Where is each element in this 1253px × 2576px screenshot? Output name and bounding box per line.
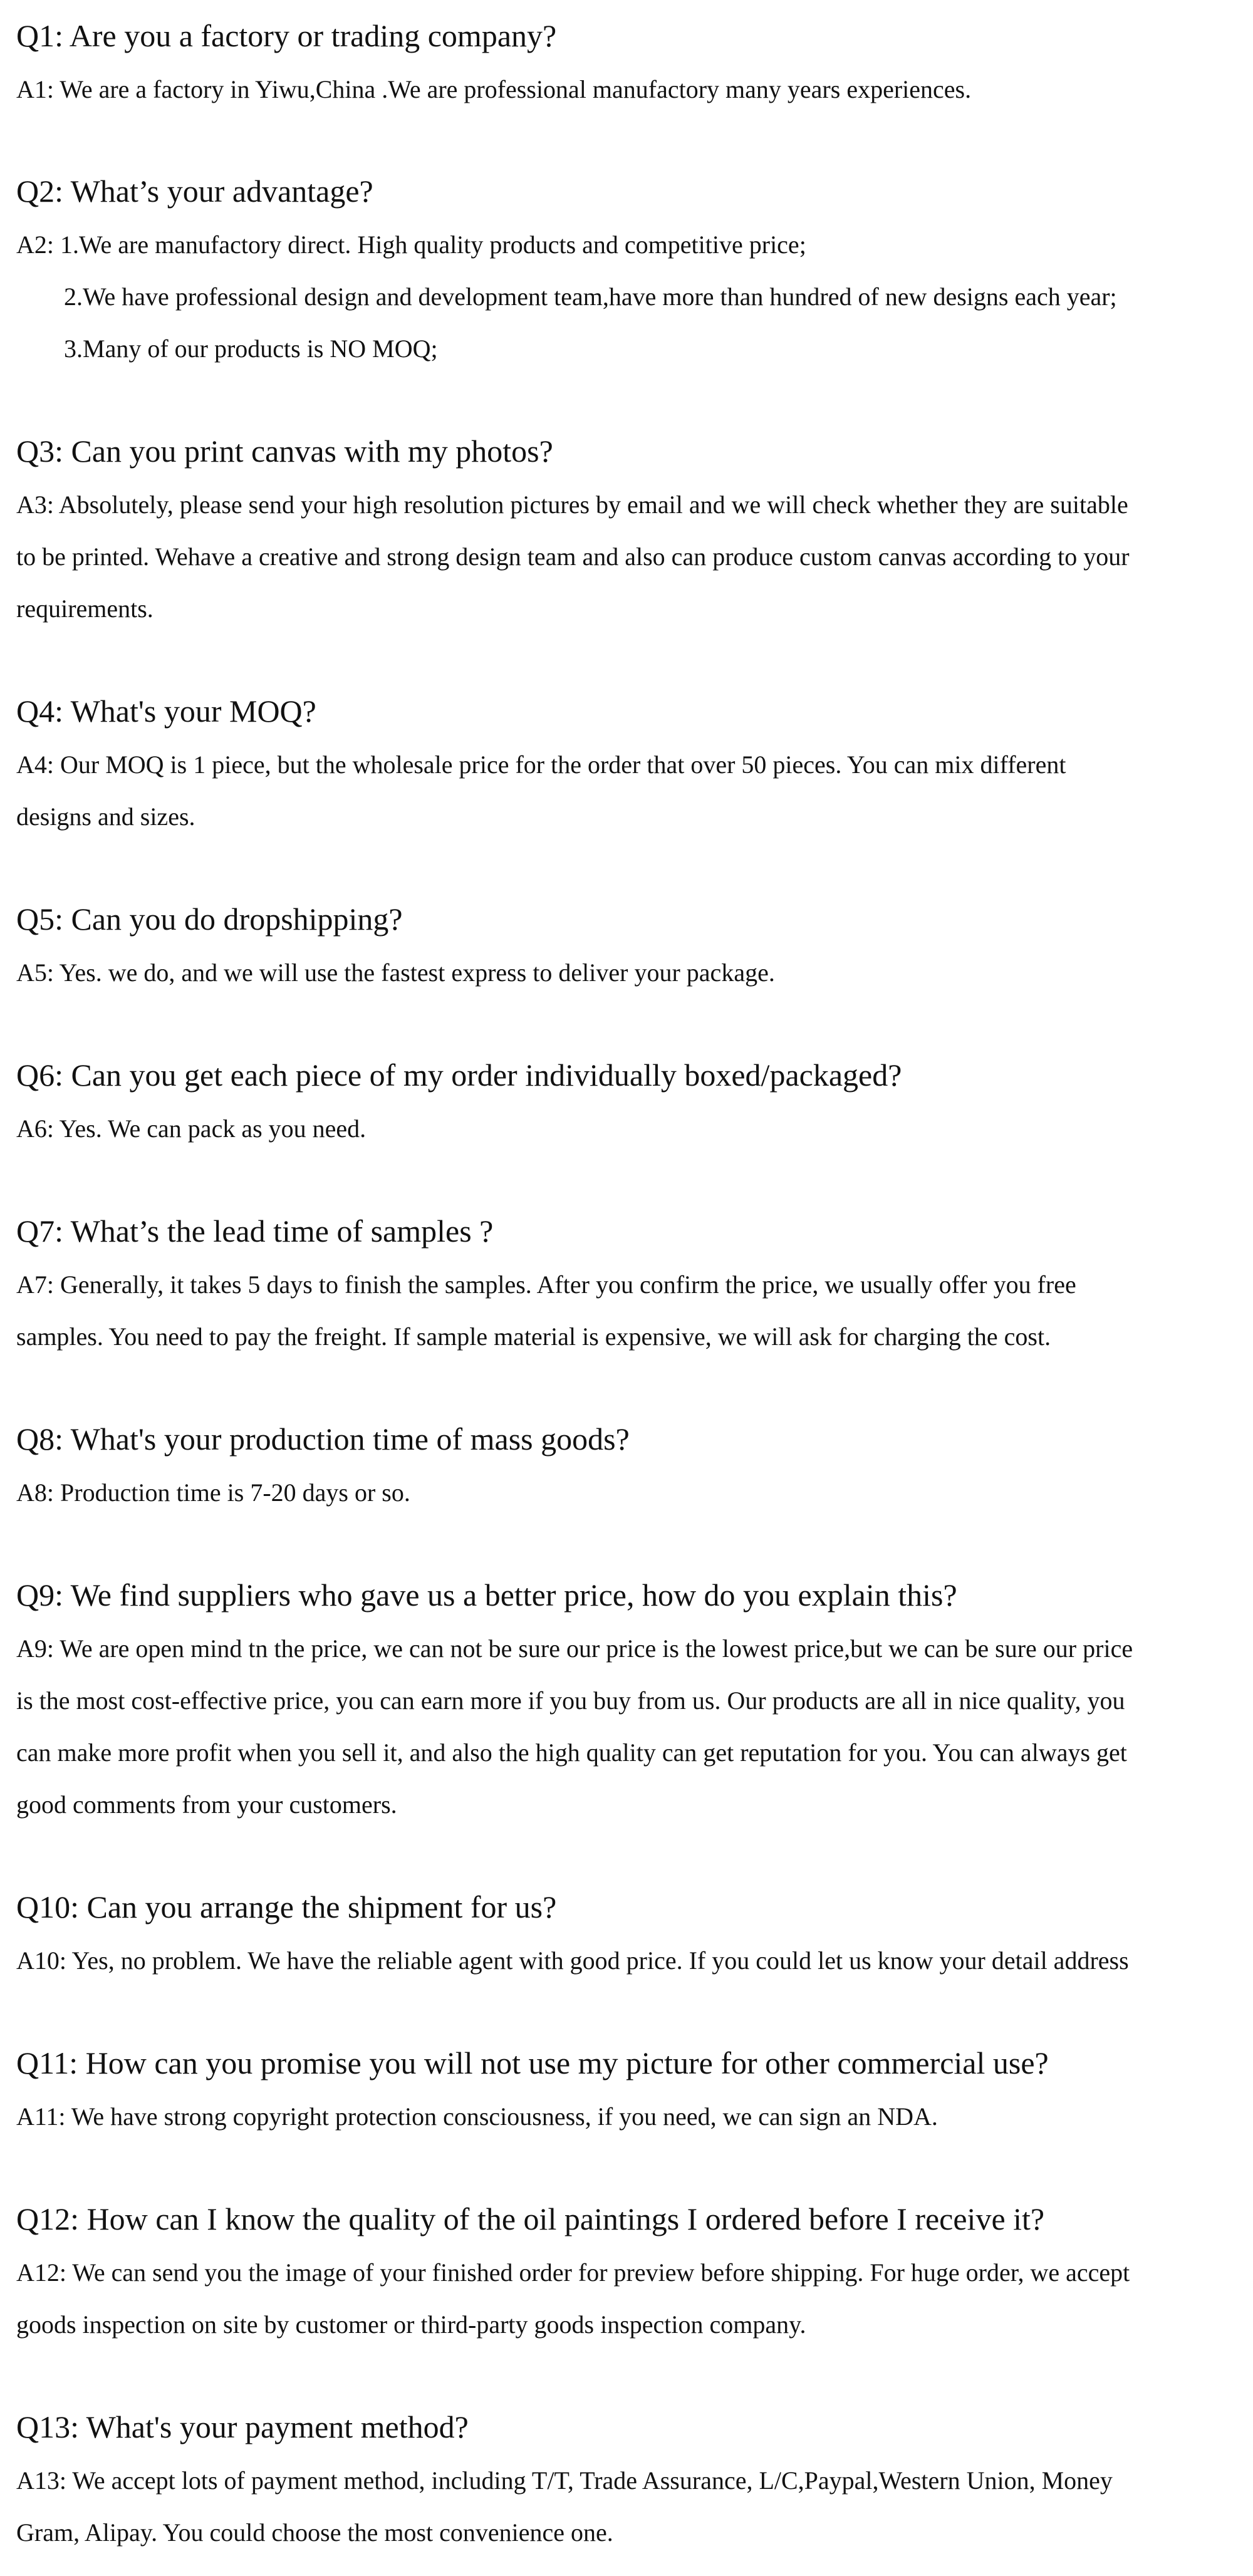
question-4: Q4: What's your MOQ? [16,693,316,729]
answer-3 [16,479,1241,635]
answer-13 [16,2454,1241,2558]
answer-2-line-1: A2: 1.We are manufactory direct. High quality products and competitive price; [16,231,806,259]
answer-2-line-3: 3.Many of our products is NO MOQ; [64,335,438,363]
faq-item-9 [16,1576,1241,1831]
answer-12-line-1: A12: We can send you the image of your finished order for preview before shipping. For huge order, we accept [16,2258,1130,2287]
answer-8 [16,1467,1241,1519]
faq-item-1 [16,17,1241,115]
faq-item-13 [16,2408,1241,2558]
answer-9-line-3: can make more profit when you sell it, and also the high quality can get reputation for you. You can always get [16,1738,1127,1767]
faq-item-7 [16,1212,1241,1363]
question-2: Q2: What’s your advantage? [16,174,373,209]
question-9: Q9: We find suppliers who gave us a better price, how do you explain this? [16,1577,957,1613]
faq-item-4 [16,692,1241,843]
faq-item-5 [16,900,1241,999]
answer-4 [16,739,1241,843]
answer-12-line-2: goods inspection on site by customer or third-party goods inspection company. [16,2310,806,2339]
faq-item-2 [16,172,1241,375]
answer-10-line-1: A10: Yes, no problem. We have the reliable agent with good price. If you could let us know your detail address [16,1946,1129,1975]
answer-4-line-1: A4: Our MOQ is 1 piece, but the wholesale price for the order that over 50 pieces. You can mix different [16,750,1066,779]
answer-13-line-2: Gram, Alipay. You could choose the most convenience one. [16,2518,613,2547]
answer-12 [16,2246,1241,2350]
faq-item-11 [16,2044,1241,2142]
question-3: Q3: Can you print canvas with my photos? [16,434,553,469]
answer-9 [16,1623,1241,1831]
answer-10 [16,1935,1241,1987]
question-13: Q13: What's your payment method? [16,2409,469,2444]
answer-1-line-1: A1: We are a factory in Yiwu,China .We are professional manufactory many years experiences. [16,75,972,103]
question-6: Q6: Can you get each piece of my order individually boxed/packaged? [16,1057,902,1093]
faq-item-3 [16,432,1241,635]
answer-8-line-1: A8: Production time is 7-20 days or so. [16,1478,410,1507]
faq-item-6 [16,1056,1241,1155]
answer-4-line-2: designs and sizes. [16,802,195,831]
answer-6-line-1: A6: Yes. We can pack as you need. [16,1114,367,1143]
answer-13-line-1: A13: We accept lots of payment method, including T/T, Trade Assurance, L/C,Paypal,Western Union, Money [16,2466,1113,2495]
question-5: Q5: Can you do dropshipping? [16,901,403,937]
answer-6 [16,1103,1241,1155]
answer-3-line-2: to be printed. Wehave a creative and strong design team and also can produce custom canvas according to your [16,543,1130,571]
answer-7 [16,1259,1241,1363]
answer-3-line-1: A3: Absolutely, please send your high resolution pictures by email and we will check whether they are suitable [16,491,1128,519]
answer-9-line-4: good comments from your customers. [16,1790,397,1819]
faq-item-8 [16,1420,1241,1519]
answer-5 [16,947,1241,999]
answer-9-line-2: is the most cost-effective price, you can earn more if you buy from us. Our products are all in nice quality, you [16,1686,1125,1715]
question-1: Q1: Are you a factory or trading company? [16,18,557,53]
answer-1 [16,63,1241,115]
question-10: Q10: Can you arrange the shipment for us? [16,1889,557,1924]
answer-11-line-1: A11: We have strong copyright protection consciousness, if you need, we can sign an NDA. [16,2102,938,2131]
answer-2-line-2: 2.We have professional design and development team,have more than hundred of new designs each year; [64,283,1117,311]
answer-2 [16,219,1241,375]
answer-11 [16,2090,1241,2142]
question-7: Q7: What’s the lead time of samples ? [16,1213,494,1249]
question-8: Q8: What's your production time of mass goods? [16,1421,630,1457]
answer-9-line-1: A9: We are open mind tn the price, we can not be sure our price is the lowest price,but we can be sure our price [16,1634,1133,1663]
question-12: Q12: How can I know the quality of the oil paintings I ordered before I receive it? [16,2201,1045,2236]
faq-item-10 [16,1888,1241,1987]
answer-7-line-1: A7: Generally, it takes 5 days to finish the samples. After you confirm the price, we usually offer you free [16,1270,1076,1299]
faq-item-12 [16,2200,1241,2350]
question-11: Q11: How can you promise you will not use my picture for other commercial use? [16,2045,1049,2080]
answer-7-line-2: samples. You need to pay the freight. If sample material is expensive, we will ask for charging the cost. [16,1322,1051,1351]
answer-3-line-3: requirements. [16,595,153,623]
answer-5-line-1: A5: Yes. we do, and we will use the fastest express to deliver your package. [16,958,775,987]
